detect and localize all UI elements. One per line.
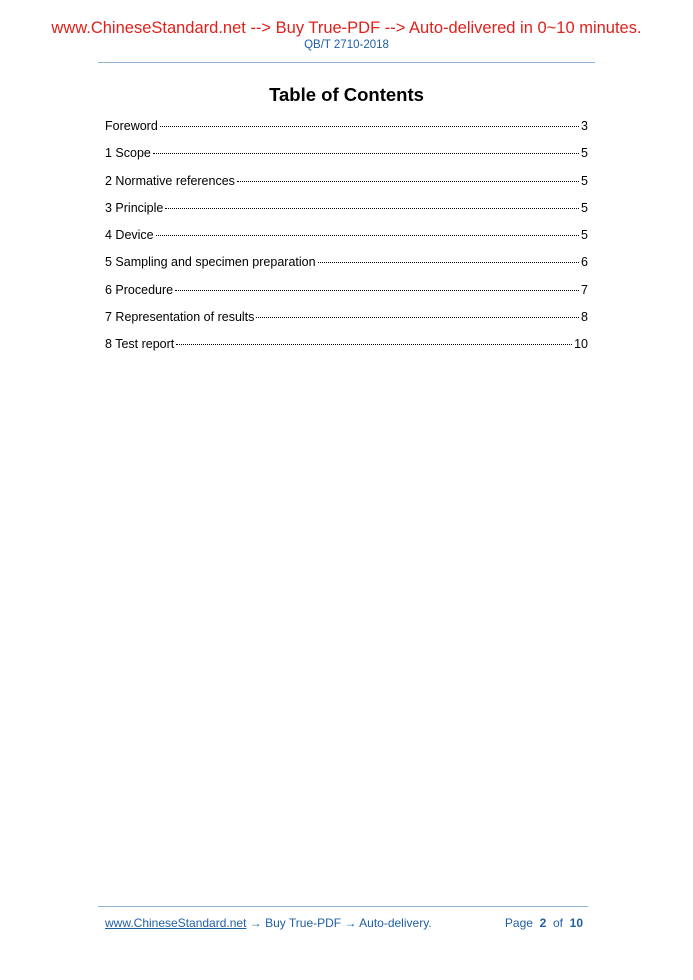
toc-entry-label[interactable]: 8 Test report (105, 337, 175, 352)
footer-delivery-text: Auto-delivery. (359, 916, 432, 930)
standard-code: QB/T 2710-2018 (304, 39, 389, 51)
toc-dot-leader (176, 344, 572, 345)
toc-entry-page: 10 (574, 337, 588, 352)
toc-entry-sampling[interactable] (105, 252, 588, 279)
page-word: Page (504, 916, 533, 930)
toc-entry-label[interactable]: 5 Sampling and specimen preparation (105, 255, 316, 270)
of-word: of (552, 916, 563, 930)
table-of-contents (105, 116, 588, 362)
toc-entry-label[interactable]: 3 Principle (105, 200, 164, 215)
toc-entry-page: 8 (581, 310, 588, 325)
toc-dot-leader (256, 317, 579, 318)
toc-entry-page: 5 (581, 146, 588, 161)
footer-site-link[interactable]: www.ChineseStandard.net (105, 916, 247, 930)
toc-entry-label[interactable]: 7 Representation of results (105, 310, 255, 325)
toc-entry-principle[interactable] (105, 198, 588, 225)
toc-entry-normative-references[interactable] (105, 171, 588, 198)
toc-dot-leader (318, 262, 580, 263)
toc-entry-page: 5 (581, 228, 588, 243)
toc-entry-label[interactable]: 2 Normative references (105, 173, 235, 188)
header-banner: www.ChineseStandard.net --> Buy True-PDF --> Auto-delivered in 0~10 minutes. (51, 19, 642, 37)
toc-entry-test-report[interactable] (105, 334, 588, 361)
toc-entry-label[interactable]: 6 Procedure (105, 282, 174, 297)
toc-dot-leader (160, 126, 579, 127)
toc-entry-device[interactable] (105, 225, 588, 252)
toc-entry-scope[interactable] (105, 143, 588, 170)
toc-entry-label[interactable]: 4 Device (105, 228, 154, 243)
footer-promo (105, 915, 432, 931)
toc-entry-label[interactable]: Foreword (105, 119, 158, 133)
toc-dot-leader (175, 290, 579, 291)
toc-entry-foreword[interactable] (105, 116, 588, 143)
header-divider (98, 62, 595, 63)
footer-divider (98, 906, 588, 907)
footer-buy-text: Buy True-PDF (265, 916, 342, 930)
current-page-number: 2 (539, 916, 547, 930)
toc-entry-page: 5 (581, 200, 588, 215)
arrow-right-icon: → (344, 916, 357, 930)
toc-entry-label[interactable]: 1 Scope (105, 146, 151, 161)
toc-dot-leader (237, 181, 579, 182)
toc-entry-page: 3 (581, 119, 588, 133)
toc-dot-leader (156, 235, 579, 236)
toc-dot-leader (153, 153, 579, 154)
arrow-right-icon: → (249, 916, 262, 930)
toc-entry-representation[interactable] (105, 307, 588, 334)
toc-entry-page: 5 (581, 173, 588, 188)
toc-entry-page: 7 (581, 282, 588, 297)
toc-entry-page: 6 (581, 255, 588, 270)
total-pages-number: 10 (569, 916, 583, 930)
page-counter (505, 915, 583, 931)
toc-entry-procedure[interactable] (105, 280, 588, 307)
toc-title: Table of Contents (269, 84, 424, 105)
toc-dot-leader (165, 208, 579, 209)
